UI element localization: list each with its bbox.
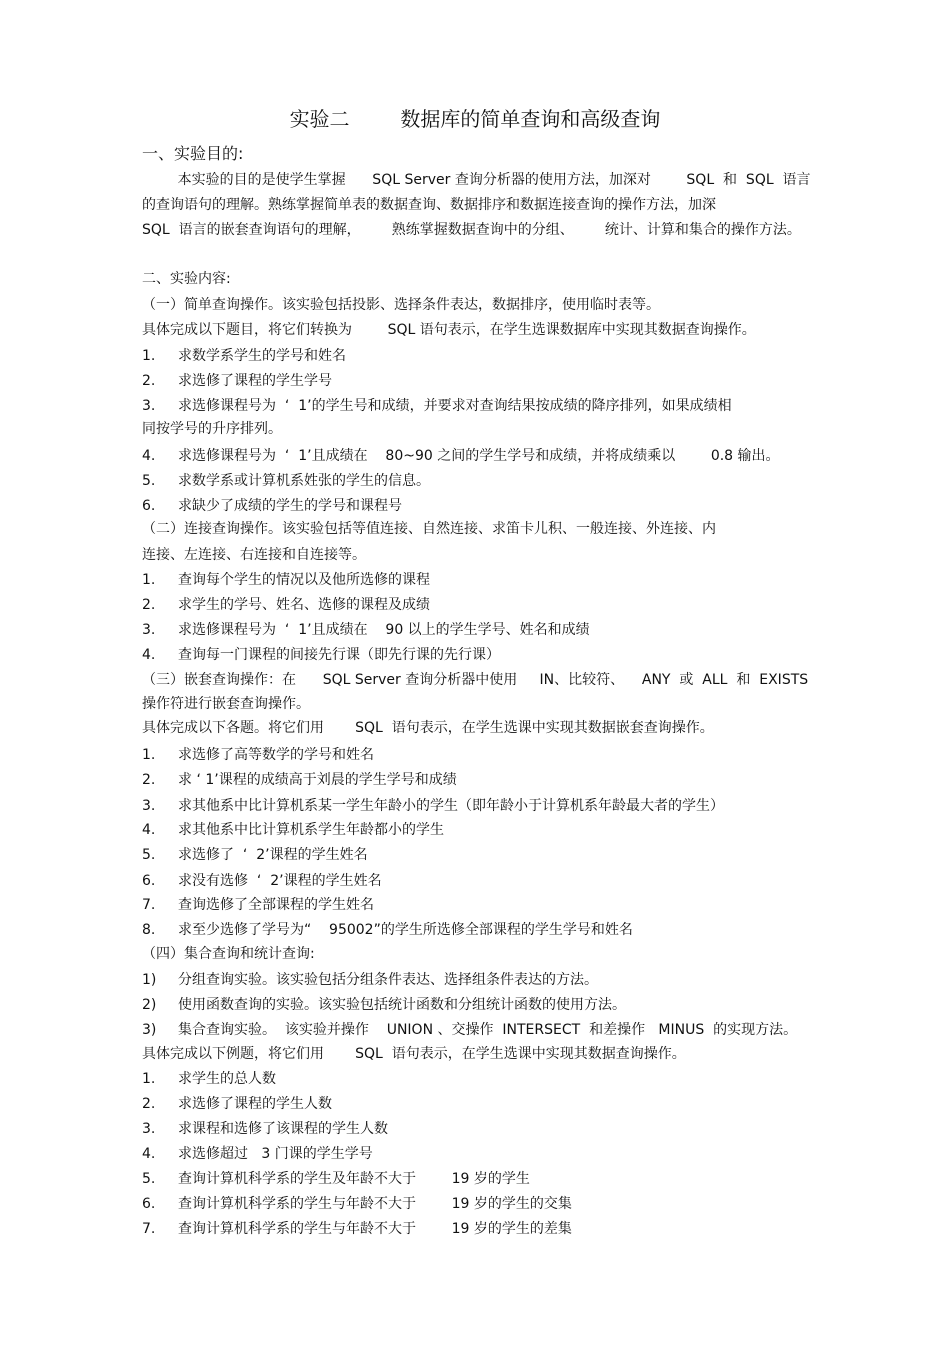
list-item: 4. 求其他系中比计算机系学生年龄都小的学生 [142, 822, 444, 838]
list-item: 3. 求其他系中比计算机系某一学生年龄小的学生（即年龄小于计算机系年龄最大者的学生） [142, 798, 724, 814]
list-item: 4. 求选修超过 3 门课的学生学号 [142, 1146, 373, 1162]
section1-heading: 一、实验目的: [142, 144, 244, 163]
list-item: 6. 查询计算机科学系的学生与年龄不大于 19 岁的学生的交集 [142, 1196, 572, 1212]
list-item: 2. 求选修了课程的学生人数 [142, 1096, 332, 1112]
part1-heading: （一）简单查询操作。该实验包括投影、选择条件表达，数据排序，使用临时表等。 [142, 297, 660, 313]
section2-heading: 二、实验内容: [142, 271, 231, 287]
document-title: 实验二 数据库的简单查询和高级查询 [289, 107, 661, 131]
list-item: 4. 求选修课程号为 ‘ 1’且成绩在 80~90 之间的学生学号和成绩，并将成绩乘以 0.8 输出。 [142, 448, 780, 464]
part3-intro: 具体完成以下各题。将它们用 SQL 语句表示，在学生选课中实现其数据嵌套查询操作。 [142, 720, 714, 736]
list-item: 3. 求选修课程号为 ‘ 1’的学生号和成绩，并要求对查询结果按成绩的降序排列，如果成绩相 [142, 398, 732, 414]
sub-item: 2) 使用函数查询的实验。该实验包括统计函数和分组统计函数的使用方法。 [142, 997, 626, 1013]
list-item: 1. 求学生的总人数 [142, 1071, 276, 1087]
list-item: 5. 查询计算机科学系的学生及年龄不大于 19 岁的学生 [142, 1171, 530, 1187]
list-item: 4. 查询每一门课程的间接先行课（即先行课的先行课） [142, 647, 500, 663]
sub-item: 1) 分组查询实验。该实验包括分组条件表达、选择组条件表达的方法。 [142, 972, 598, 988]
section1-para-line: 的查询语句的理解。熟练掌握简单表的数据查询、数据排序和数据连接查询的操作方法，加深 [142, 197, 716, 213]
list-item: 1. 求数学系学生的学号和姓名 [142, 348, 346, 364]
list-item: 7. 查询选修了全部课程的学生姓名 [142, 897, 374, 913]
list-item: 1. 查询每个学生的情况以及他所选修的课程 [142, 572, 430, 588]
list-item: 2. 求学生的学号、姓名、选修的课程及成绩 [142, 597, 430, 613]
list-item: 6. 求缺少了成绩的学生的学号和课程号 [142, 498, 402, 514]
list-item-continued: 同按学号的升序排列。 [142, 421, 282, 437]
part4-intro: 具体完成以下例题，将它们用 SQL 语句表示，在学生选课中实现其数据查询操作。 [142, 1046, 686, 1062]
part1-intro: 具体完成以下题目，将它们转换为 SQL 语句表示，在学生选课数据库中实现其数据查询操作。 [142, 322, 756, 338]
part3-heading: （三）嵌套查询操作：在 SQL Server 查询分析器中使用 IN、比较符、 ANY 或 ALL 和 EXISTS [142, 672, 809, 688]
part3-heading-cont: 操作符进行嵌套查询操作。 [142, 696, 310, 712]
list-item: 1. 求选修了高等数学的学号和姓名 [142, 747, 374, 763]
part2-heading: （二）连接查询操作。该实验包括等值连接、自然连接、求笛卡儿积、一般连接、外连接、内 [142, 521, 716, 537]
section1-para-line: SQL 语言的嵌套查询语句的理解， 熟练掌握数据查询中的分组、 统计、计算和集合的操作方法。 [142, 222, 801, 238]
part2-heading-cont: 连接、左连接、右连接和自连接等。 [142, 547, 366, 563]
section1-para-line: 本实验的目的是使学生掌握 SQL Server 查询分析器的使用方法，加深对 SQL 和 SQL 语言 [142, 172, 811, 188]
list-item: 5. 求选修了 ‘ 2’课程的学生姓名 [142, 847, 368, 863]
list-item: 5. 求数学系或计算机系姓张的学生的信息。 [142, 473, 430, 489]
list-item: 3. 求选修课程号为 ‘ 1’且成绩在 90 以上的学生学号、姓名和成绩 [142, 622, 590, 638]
list-item: 2. 求 ‘ 1’课程的成绩高于刘晨的学生学号和成绩 [142, 772, 457, 788]
part4-heading: （四）集合查询和统计查询: [142, 946, 315, 962]
list-item: 3. 求课程和选修了该课程的学生人数 [142, 1121, 388, 1137]
list-item: 6. 求没有选修 ‘ 2’课程的学生姓名 [142, 873, 382, 889]
sub-item: 3) 集合查询实验。 该实验并操作 UNION 、交操作 INTERSECT 和差操作 MINUS 的实现方法。 [142, 1022, 798, 1038]
list-item: 2. 求选修了课程的学生学号 [142, 373, 332, 389]
list-item: 7. 查询计算机科学系的学生与年龄不大于 19 岁的学生的差集 [142, 1221, 572, 1237]
list-item: 8. 求至少选修了学号为“ 95002”的学生所选修全部课程的学生学号和姓名 [142, 922, 633, 938]
